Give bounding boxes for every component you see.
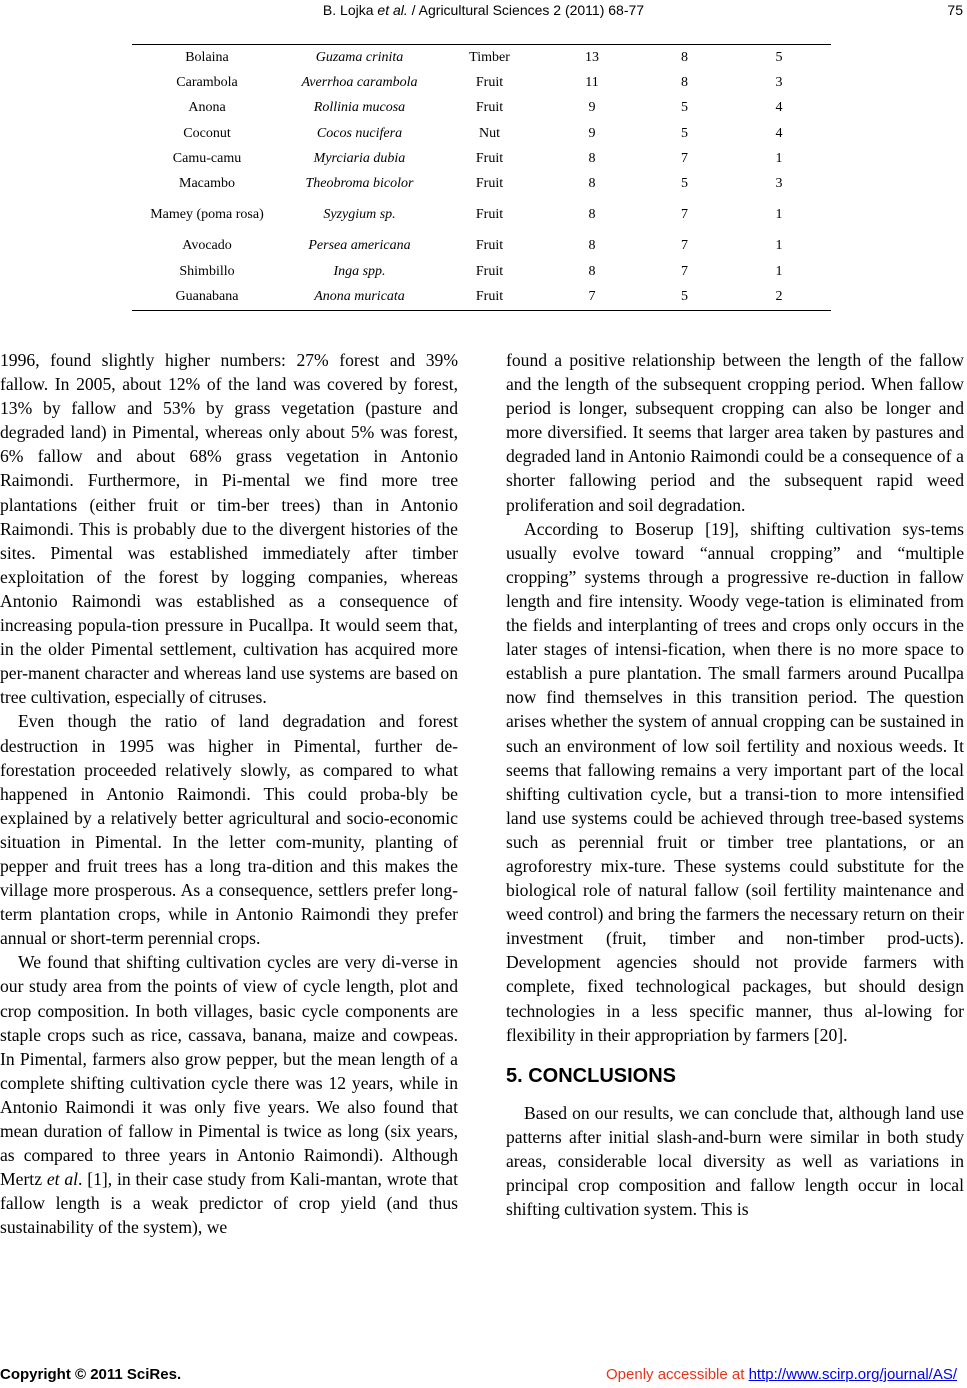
table-cell-scientific-name: Rollinia mucosa [313,100,406,116]
header-journal: / Agricultural Sciences 2 (2011) 68-77 [407,2,645,18]
running-head-title [0,2,967,18]
table-cell-value-3: 1 [775,238,783,254]
left-column [0,348,458,1239]
table-cell-value-1: 11 [585,74,599,90]
table-cell-value-2: 8 [681,49,688,65]
table-cell-scientific-name: Myrciaria dubia [313,150,406,166]
table-cell-value-1: 13 [585,49,599,65]
page-number: 75 [947,2,963,18]
table-cell-scientific-name: Cocos nucifera [316,125,403,141]
table-cell-use-type: Fruit [475,176,504,192]
table-row [132,70,831,95]
table-cell-value-2: 5 [681,289,688,305]
left-paragraph-2: Even though the ratio of land degradation and forest destruction in 1995 was higher in Pimental, further de-forestation proceeded relatively slowly, as compared to what happened in Antonio Raimondi. This could proba-bly be explained by a relatively better agricultural and socio-economic situation in Pimental. In the letter com-munity, planting of pepper and fruit trees has a long tra-dition and this makes the village more prosperous. As a consequence, settlers prefer long-term plantation crops, while in Antonio Raimondi they prefer annual or short-term perennial crops. [0,711,458,949]
table-cell-value-1: 9 [588,100,596,116]
table-row [132,45,831,71]
table-cell-scientific-name: Theobroma bicolor [305,176,414,192]
table-cell-scientific-name: Guzama crinita [315,49,404,65]
right-paragraph-2: According to Boserup [19], shifting cultivation sys-tems usually evolve toward “annual cropping” and “multiple cropping” systems through a progressive re-duction in fallow length and fire intensity. Woody vege-tation is eliminated from the fields and interplanting of trees and crops only occurs in the later stages of intensi-fication, when there is no more space to establish a pure plantation. The small farmers around Pucallpa now find themselves in this transition period. The question arises whether the system of annual cropping can be sustained in such an environment of low soil fertility and noxious weeds. It seems that fallowing remains a very important part of the local shifting cultivation cycle, but a transi-tion to more intensified land use systems could be achieved through tree-based systems such as perennial fruit or timber tree plantations, or an agroforestry mix-ture. These systems could substitute for the biological role of natural fallow (soil fertility maintenance and weed control) and bring the farmers the necessary return on their investment (fruit, timber and non-timber prod-ucts). Development agencies should not provide farmers with complete, fixed technological packages, but should design technologies in a less specific manner, thus al-lowing for flexibility in their appropriation by farmers [20]. [506,518,964,1045]
table-cell-common-name: Shimbillo [179,263,235,279]
table-cell-common-name: Camu-camu [172,150,242,166]
table-cell-scientific-name: Syzygium sp. [323,207,396,223]
table-cell-common-name: Carambola [176,74,238,90]
right-paragraph-3: Based on our results, we can conclude that, although land use patterns after initial slash-and-burn were similar in both study areas, considerable local diversity as well as variations in principal crop composition and fallow length occur in local shifting cultivation system. This is [506,1102,964,1220]
table-cell-value-3: 5 [775,49,783,65]
table-cell-value-2: 5 [681,176,688,192]
table-cell-value-1: 7 [588,289,596,305]
table-cell-use-type: Fruit [475,207,504,223]
table-cell-use-type: Fruit [475,100,504,116]
table-cell-common-name: Avocado [182,238,232,254]
table-cell-use-type: Fruit [475,238,504,254]
table-cell-common-name: Anona [188,100,226,116]
table-cell-use-type: Nut [479,125,500,141]
table-cell-common-name: Guanabana [175,289,239,305]
left-paragraph-3 [0,950,458,1239]
table-cell-value-1: 9 [588,125,596,141]
header-et-al: et al. [377,2,408,18]
table-cell-common-name: Coconut [183,125,231,141]
running-head [0,2,967,22]
table-cell-common-name: Bolaina [185,49,229,65]
table-cell-value-1: 8 [588,176,596,192]
section-heading-conclusions: 5. CONCLUSIONS [506,1064,677,1087]
table-cell-value-3: 1 [775,150,783,166]
table-cell-use-type: Fruit [475,289,504,305]
table-cell-use-type: Fruit [475,263,504,279]
right-paragraph-1: found a positive relationship between the length of the fallow and the length of the subsequent cropping period. When fallow period is longer, subsequent cropping can also be longer and more diversified. It seems that larger area taken by pastures and degraded land in Antonio Raimondi could be a consequence of a shorter fallowing period and the subsequent rapid weed proliferation and soil degradation. [506,350,964,515]
table-cell-scientific-name: Anona muricata [314,289,405,305]
table-cell-value-3: 1 [775,207,783,223]
footer-access-text: Openly accessible at [606,1366,749,1383]
table-cell-value-3: 2 [775,289,783,305]
table-row [132,146,831,171]
right-column [506,348,964,1221]
table-cell-value-3: 3 [775,176,783,192]
table-cell-value-2: 7 [681,238,688,254]
table-row [132,259,831,284]
table-cell-value-3: 1 [775,263,783,279]
table-cell-use-type: Fruit [475,74,504,90]
species-table-body [132,45,831,311]
table-cell-value-3: 3 [775,74,783,90]
table-row [132,234,831,259]
table-cell-value-2: 5 [681,125,688,141]
table-cell-value-2: 7 [681,150,688,166]
table-cell-value-3: 4 [775,100,783,116]
table-cell-scientific-name: Averrhoa carambola [301,74,418,90]
table-cell-value-1: 8 [588,238,596,254]
left-paragraph-3-part-b: . [1], in their case study from Kali-mantan, wrote that fallow length is a weak predictor of crop yield (and thus sustainability of the system), we [0,1169,458,1238]
table-row [132,121,831,146]
table-cell-value-2: 7 [681,207,688,223]
table-row [132,197,831,234]
table-row [132,96,831,121]
table-cell-value-2: 8 [681,74,688,90]
table-cell-scientific-name: Persea americana [308,238,411,254]
species-table [132,44,831,311]
table-row [132,171,831,196]
table-cell-common-name: Mamey (poma rosa) [150,207,264,223]
table-cell-use-type: Fruit [475,150,504,166]
table-cell-value-1: 8 [588,150,596,166]
footer-copyright: Copyright © 2011 SciRes. [0,1366,182,1383]
table-cell-value-1: 8 [588,263,596,279]
page-footer [0,1366,967,1386]
left-paragraph-3-et-al: et al [46,1169,79,1190]
footer-access [606,1366,957,1383]
left-paragraph-1: 1996, found slightly higher numbers: 27% forest and 39% fallow. In 2005, about 12% of the land was covered by forest, 13% by fallow and 53% by grass vegetation (pasture and degraded land) in Pimental, whereas only about 5% was forest, 6% fallow and about 68% grass vegetation in Antonio Raimondi. Furthermore, in Pi-mental we find more tree plantations (either fruit or tim-ber trees) than in Antonio Raimondi. This is probably due to the divergent histories of the sites. Pimental was established immediately after timber exploitation of the forest by logging companies, whereas Antonio Raimondi was established as a consequence of increasing popula-tion pressure in Pucallpa. It would seem that, in the older Pimental settlement, cultivation has acquired more per-manent character and whereas land use systems are based on tree cultivation, especially of citruses. [0,350,458,708]
left-paragraph-3-part-a: We found that shifting cultivation cycles are very di-verse in our study area from the points of view of cycle length, plot and crop composition. In both villages, basic cycle components are staple crops such as rice, cassava, banana, maize and cowpeas. In Pimental, farmers also grow pepper, but the mean length of a complete shifting cultivation cycle there was 12 years, while in Antonio Raimondi it was only five years. We also found that mean duration of fallow in Pimental is twice as long (six years, as compared to three years in Antonio Raimondi). Although Mertz [0,952,458,1190]
table-cell-value-1: 8 [588,207,596,223]
journal-url-link[interactable]: http://www.scirp.org/journal/AS/ [748,1366,957,1383]
table-row [132,284,831,310]
table-cell-value-2: 7 [681,263,688,279]
header-authors: B. Lojka [322,2,378,18]
table-cell-value-3: 4 [775,125,783,141]
table-cell-value-2: 5 [681,100,688,116]
table-cell-scientific-name: Inga spp. [333,263,386,279]
table-cell-common-name: Macambo [179,176,235,192]
table-cell-use-type: Timber [469,49,510,65]
